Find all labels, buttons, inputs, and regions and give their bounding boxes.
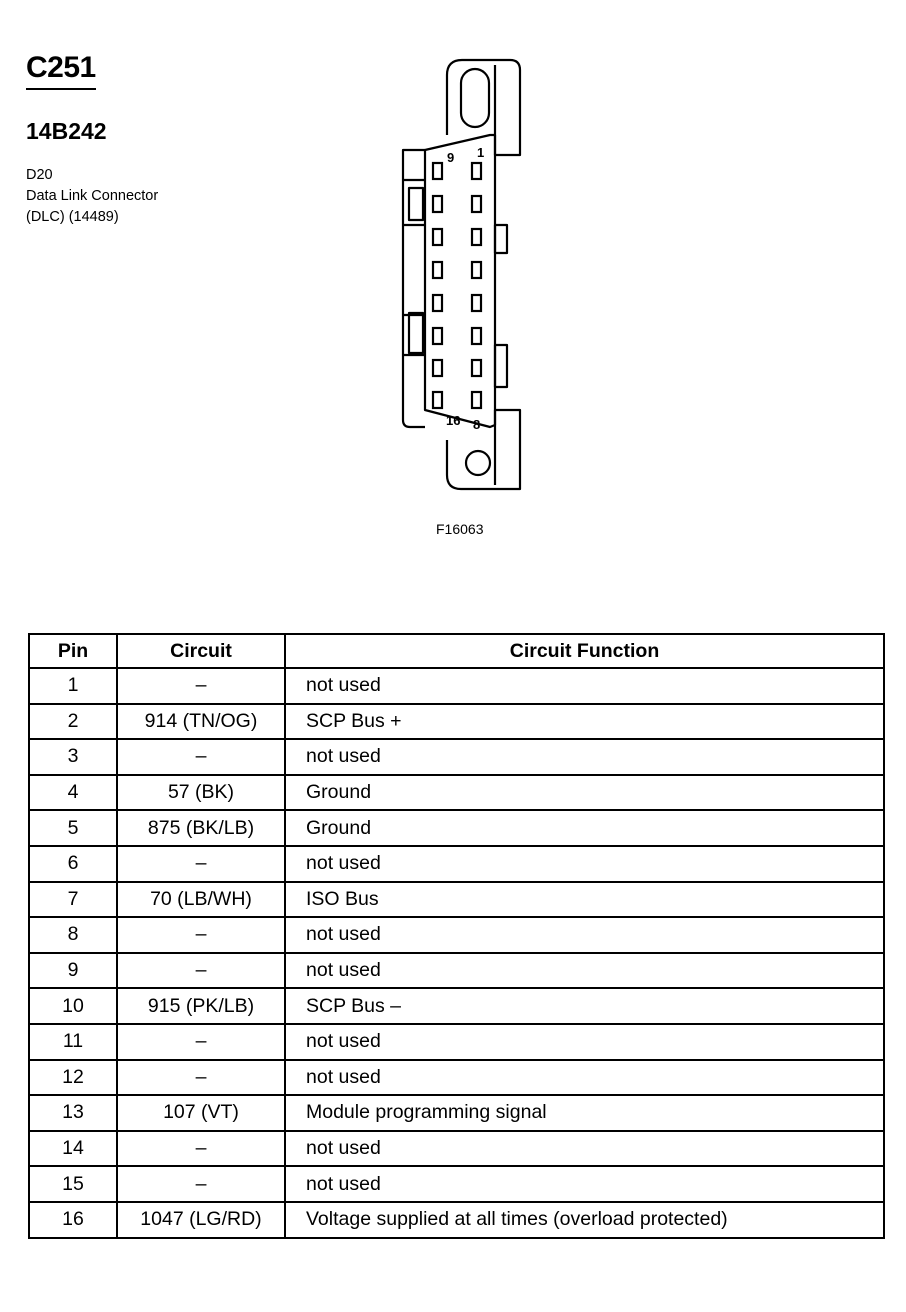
function-cell: not used [285,1131,884,1167]
part-number: 14B242 [26,118,107,144]
pin-socket [472,163,481,179]
circuit-cell: – [117,739,285,775]
function-cell: Ground [285,775,884,811]
pin-socket [433,229,442,245]
pin-socket [472,360,481,376]
pin-cell: 16 [29,1202,117,1238]
table-row [29,1202,884,1238]
table-row [29,1060,884,1096]
table-row [29,704,884,740]
table-row [29,1166,884,1202]
circuit-cell: – [117,917,285,953]
pin-cell: 14 [29,1131,117,1167]
table-row [29,1131,884,1167]
connector-description [26,165,158,228]
function-cell: not used [285,1166,884,1202]
circuit-cell: – [117,668,285,704]
circuit-cell: 57 (BK) [117,775,285,811]
pin-socket [433,196,442,212]
pin-cell: 10 [29,988,117,1024]
pin-cell: 1 [29,668,117,704]
function-cell: SCP Bus – [285,988,884,1024]
table-row [29,882,884,918]
pin-socket [472,229,481,245]
pin-cell: 8 [29,917,117,953]
function-cell: not used [285,739,884,775]
description-line: (DLC) (14489) [26,209,119,225]
pin-socket [433,163,442,179]
table-row [29,846,884,882]
circuit-cell: – [117,846,285,882]
pin-cell: 7 [29,882,117,918]
connector-face-diagram [395,55,530,495]
circuit-cell: 915 (PK/LB) [117,988,285,1024]
table-row [29,1095,884,1131]
function-cell: not used [285,1024,884,1060]
pin-cell: 9 [29,953,117,989]
function-cell: not used [285,953,884,989]
circuit-cell: 914 (TN/OG) [117,704,285,740]
pin-cell: 12 [29,1060,117,1096]
table-row [29,953,884,989]
pin-cell: 2 [29,704,117,740]
pin-socket [472,262,481,278]
function-cell: not used [285,668,884,704]
pin-label-16: 16 [446,413,461,428]
pin-socket [472,328,481,344]
circuit-cell: – [117,1024,285,1060]
circuit-cell: 70 (LB/WH) [117,882,285,918]
function-cell: not used [285,917,884,953]
pin-socket [433,360,442,376]
table-row [29,775,884,811]
circuit-cell: – [117,953,285,989]
table-row [29,1024,884,1060]
function-cell: Voltage supplied at all times (overload protected) [285,1202,884,1238]
pin-label-1: 1 [477,145,485,160]
circuit-cell: 1047 (LG/RD) [117,1202,285,1238]
pinout-table [28,633,885,1239]
pin-socket [472,196,481,212]
function-cell: not used [285,846,884,882]
circuit-cell: – [117,1166,285,1202]
pin-label-9: 9 [447,150,455,165]
figure-id: F16063 [436,521,484,537]
header-circuit: Circuit [117,634,285,668]
pin-cell: 11 [29,1024,117,1060]
pin-socket [433,295,442,311]
pin-socket [472,295,481,311]
table-row [29,739,884,775]
function-cell: SCP Bus + [285,704,884,740]
pin-cell: 6 [29,846,117,882]
circuit-cell: 875 (BK/LB) [117,810,285,846]
function-cell: Module programming signal [285,1095,884,1131]
connector-id: C251 [26,52,96,90]
circuit-cell: – [117,1060,285,1096]
function-cell: not used [285,1060,884,1096]
table-header-row [29,634,884,668]
header-pin: Pin [29,634,117,668]
description-line: Data Link Connector [26,188,159,204]
pin-socket [433,328,442,344]
table-row [29,668,884,704]
pin-cell: 15 [29,1166,117,1202]
description-line: D20 [26,167,53,183]
pin-socket [472,392,481,408]
pin-socket [433,262,442,278]
table-row [29,917,884,953]
pin-label-8: 8 [473,417,481,432]
pin-socket [433,392,442,408]
circuit-cell: 107 (VT) [117,1095,285,1131]
function-cell: ISO Bus [285,882,884,918]
table-row [29,810,884,846]
function-cell: Ground [285,810,884,846]
circuit-cell: – [117,1131,285,1167]
pin-cell: 4 [29,775,117,811]
pin-cell: 13 [29,1095,117,1131]
pin-cell: 3 [29,739,117,775]
table-row [29,988,884,1024]
header-circuit-function: Circuit Function [285,634,884,668]
pin-cell: 5 [29,810,117,846]
